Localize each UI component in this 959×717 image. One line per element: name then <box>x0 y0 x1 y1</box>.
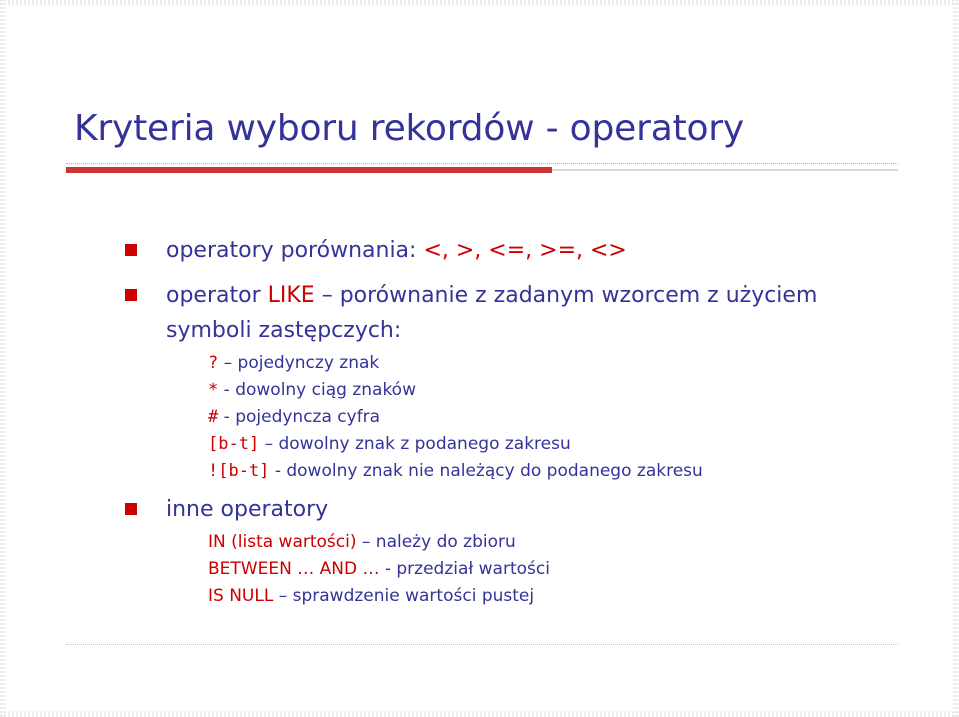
bullet-comparison-operators <box>166 238 627 263</box>
bullet-like-continuation: symboli zastępczych: <box>166 318 402 343</box>
operator-item <box>208 559 550 579</box>
operator-keyword: IN (lista wartości) <box>208 532 357 552</box>
title-rule-gray <box>552 169 898 171</box>
wildcard-item <box>208 407 380 427</box>
slide-title: Kryteria wyboru rekordów - operatory <box>74 108 745 149</box>
operator-desc: – należy do zbioru <box>356 532 516 552</box>
operator-item <box>208 532 516 552</box>
bullet-label: operator <box>166 283 268 308</box>
wildcard-symbol: [b-t] <box>208 434 260 454</box>
title-rule-dotted <box>66 163 898 164</box>
footer-rule-dotted <box>66 644 898 645</box>
title-rule-accent <box>66 167 552 173</box>
bullet-square-icon <box>125 503 137 515</box>
wildcard-item <box>208 380 416 400</box>
slide-edge-left <box>0 0 6 717</box>
slide-edge-right <box>953 0 959 717</box>
slide-edge-top <box>0 0 959 6</box>
bullet-label: operatory porównania: <box>166 238 424 263</box>
bullet-like-operator <box>166 283 817 308</box>
like-keyword: LIKE <box>267 283 315 308</box>
operator-keyword: BETWEEN … AND … <box>208 559 380 579</box>
slide-edge-bottom <box>0 711 959 717</box>
comparison-operators-list: <, >, <=, >=, <> <box>423 238 627 263</box>
wildcard-item <box>208 434 571 454</box>
wildcard-desc: - dowolny znak nie należący do podanego zakresu <box>269 461 703 481</box>
operator-desc: - przedział wartości <box>379 559 550 579</box>
wildcard-symbol: ![b-t] <box>208 461 270 481</box>
operator-desc: – sprawdzenie wartości pustej <box>273 586 535 606</box>
bullet-other-operators: inne operatory <box>166 497 329 522</box>
wildcard-item <box>208 461 703 481</box>
wildcard-symbol: # <box>208 407 219 427</box>
wildcard-desc: – pojedynczy znak <box>218 353 380 373</box>
wildcard-desc: - dowolny ciąg znaków <box>218 380 416 400</box>
wildcard-desc: - pojedyncza cyfra <box>218 407 381 427</box>
wildcard-item <box>208 353 379 373</box>
operator-item <box>208 586 534 606</box>
bullet-square-icon <box>125 289 137 301</box>
operator-keyword: IS NULL <box>208 586 274 606</box>
wildcard-desc: – dowolny znak z podanego zakresu <box>259 434 571 454</box>
bullet-square-icon <box>125 244 137 256</box>
wildcard-symbol: ? <box>208 353 219 373</box>
bullet-label-desc: – porównanie z zadanym wzorcem z użyciem <box>314 283 818 308</box>
wildcard-symbol: * <box>208 380 219 400</box>
